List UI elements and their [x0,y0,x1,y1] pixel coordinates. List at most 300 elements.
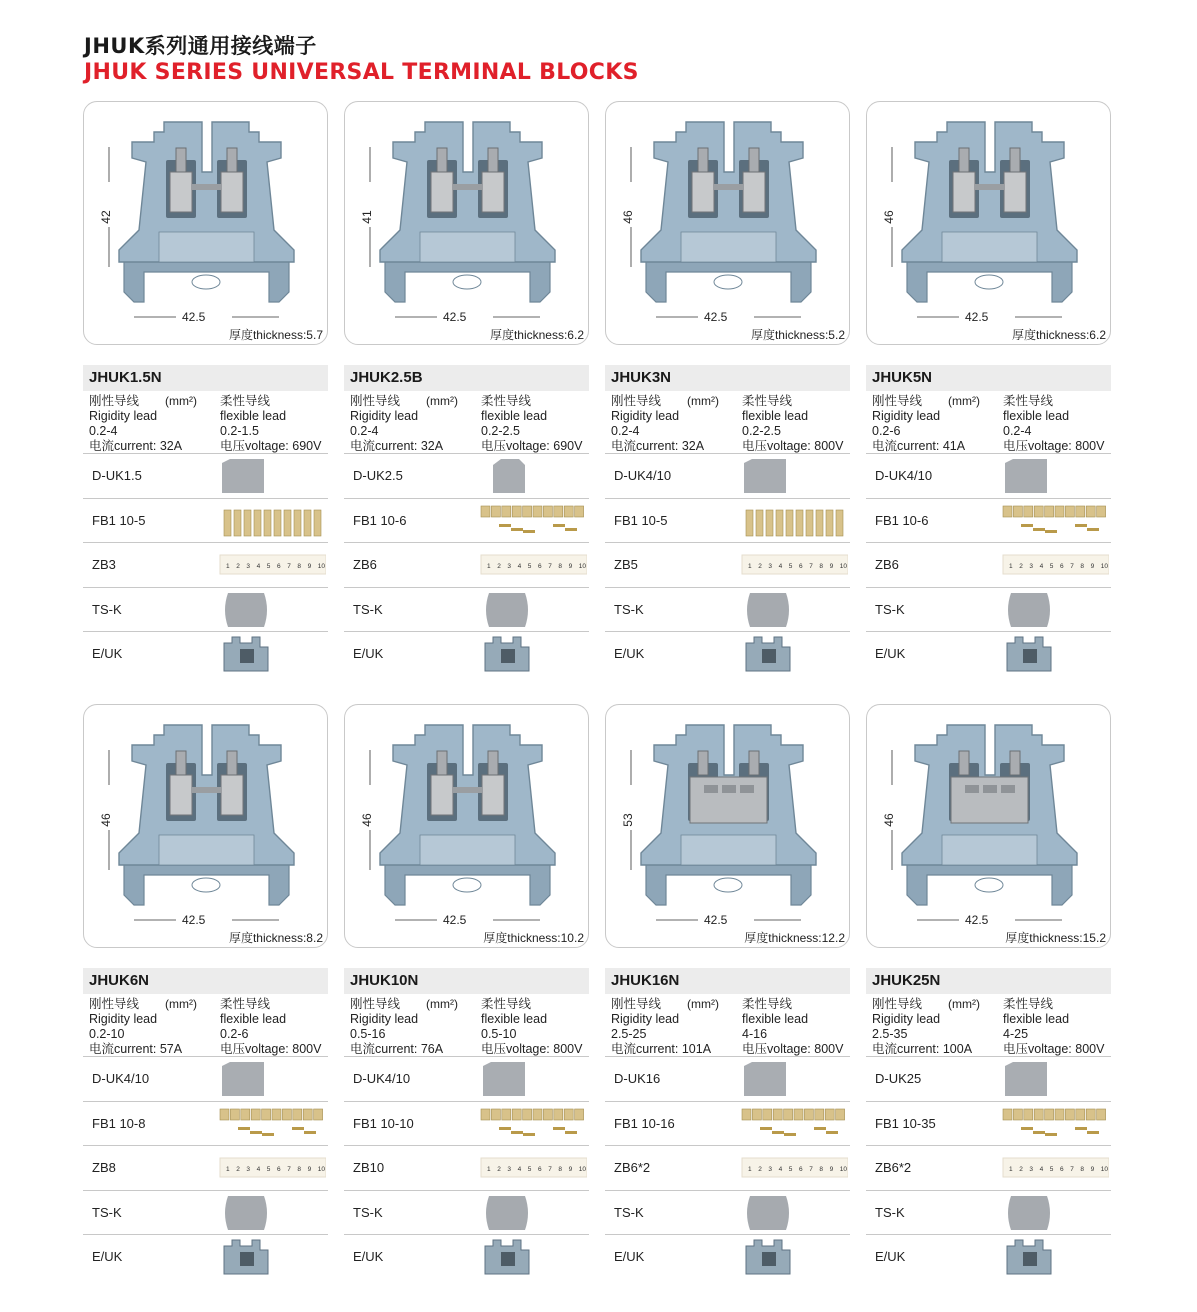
current-rating: 电流current: 32A [350,439,444,453]
marker-strip-icon [742,1158,848,1177]
width-dimension-label: 42.5 [965,913,989,927]
flexible-lead-label-en: flexible lead [481,409,548,423]
voltage-rating: 电压voltage: 800V [742,1042,844,1056]
wire-specs [866,391,1111,453]
height-dimension-label: 46 [621,210,635,224]
marker-strip-icon [220,555,326,574]
marker-number: 2 [497,1166,501,1173]
marker-number: 1 [748,563,752,570]
height-dimension-label: 46 [882,210,896,224]
rigid-lead-label-cn: 刚性导线 [350,394,401,408]
rigid-lead-label-cn: 刚性导线 [872,394,923,408]
marker-number: 1 [487,1166,491,1173]
accessory-name: E/UK [614,1249,645,1264]
accessory-row [866,1190,1111,1235]
rigid-lead-label-en: Rigidity lead [611,409,680,423]
flexible-lead-label-en: flexible lead [1003,1012,1070,1026]
product-photo-frame [605,101,850,345]
accessory-name: FB1 10-8 [92,1115,146,1131]
spec-table [344,968,589,1279]
accessory-row [866,498,1111,543]
marker-number: 9 [307,563,312,570]
accessory-row [344,1145,589,1190]
accessory-name: D-UK4/10 [353,1071,411,1086]
marker-number: 10 [317,1166,326,1173]
marker-number: 4 [1039,563,1044,570]
end-bracket-icon [224,637,268,671]
unit-label: (mm²) [687,394,719,408]
jumper-bridge-icon [1003,1109,1106,1136]
accessory-name: FB1 10-5 [614,512,668,528]
flexible-lead-column [481,997,582,1057]
jumper-bridge-icon [481,506,584,533]
product-photo-frame [83,704,328,948]
model-name: JHUK2.5B [344,365,589,391]
flexible-lead-column [1003,997,1104,1057]
height-dimension-label: 53 [621,813,635,827]
marker-number: 8 [819,1166,824,1173]
marker-number: 5 [1049,563,1054,570]
marker-number: 7 [1070,563,1074,570]
accessory-row [605,453,850,498]
accessory-name: FB1 10-5 [92,512,146,528]
accessory-row [83,631,328,676]
unit-label: (mm²) [165,394,197,408]
jumper-bridge-icon [481,1109,584,1136]
marker-number: 3 [507,563,512,570]
accessory-name: D-UK1.5 [92,468,142,483]
accessory-row [83,542,328,587]
marker-number: 6 [538,1166,542,1173]
accessory-row [605,1190,850,1235]
accessory-name: ZB6*2 [614,1160,651,1175]
rigid-lead-range: 0.5-16 [350,1027,386,1041]
marker-strip-icon [481,555,587,574]
end-stop-icon [225,593,267,627]
accessory-name: E/UK [875,1249,906,1264]
height-dimension-label: 46 [99,813,113,827]
spec-table [83,968,328,1279]
marker-number: 6 [1060,1166,1064,1173]
accessory-row [605,1234,850,1279]
marker-number: 6 [799,563,803,570]
accessory-row [866,631,1111,676]
spec-table [344,365,589,676]
rigid-lead-label-cn: 刚性导线 [872,997,923,1011]
accessory-row [83,587,328,632]
terminal-block-illustration [380,122,555,302]
rigid-lead-range: 0.2-10 [89,1027,125,1041]
product-photo-frame [866,704,1111,948]
marker-number: 10 [1100,1166,1109,1173]
marker-number: 1 [1009,563,1013,570]
flexible-lead-label-cn: 柔性导线 [481,394,532,408]
accessory-name: ZB6 [353,557,377,572]
height-dimension-label: 41 [360,210,374,224]
marker-number: 1 [1009,1166,1013,1173]
marker-number: 6 [277,563,281,570]
marker-number: 10 [839,563,848,570]
accessory-row [605,587,850,632]
accessory-row [344,498,589,543]
wire-specs [605,391,850,453]
flexible-lead-range: 4-25 [1003,1027,1029,1041]
marker-number: 10 [578,1166,587,1173]
end-stop-icon [1008,593,1050,627]
accessory-name: TS-K [92,1204,122,1220]
accessory-name: D-UK4/10 [92,1071,150,1086]
end-bracket-icon [746,637,790,671]
marker-number: 5 [1049,1166,1054,1173]
marker-number: 3 [1029,1166,1034,1173]
voltage-rating: 电压voltage: 800V [1003,439,1105,453]
marker-number: 4 [256,563,261,570]
marker-number: 3 [246,563,251,570]
marker-number: 2 [236,1166,240,1173]
marker-number: 8 [558,1166,563,1173]
page-title-cn: JHUK系列通用接线端子 [84,34,317,58]
marker-number: 2 [758,563,762,570]
spec-table [866,365,1111,676]
marker-strip-icon [1003,1158,1109,1177]
model-name: JHUK6N [83,968,328,994]
accessory-row [83,453,328,498]
end-stop-icon [486,593,528,627]
width-dimension-label: 42.5 [443,913,467,927]
cover-plate-icon [222,1062,264,1096]
rigid-lead-range: 0.2-4 [89,424,118,438]
accessory-row [83,1101,328,1146]
marker-number: 4 [778,563,783,570]
current-rating: 电流current: 32A [611,439,705,453]
flexible-lead-column [742,394,843,454]
cover-plate-icon [744,1062,786,1096]
marker-number: 8 [819,563,824,570]
height-dimension-label: 46 [882,813,896,827]
thickness-label: 厚度thickness:8.2 [228,931,323,945]
accessory-row [83,1145,328,1190]
accessory-name: TS-K [92,601,122,617]
flexible-lead-range: 0.2-4 [1003,424,1032,438]
terminal-block-illustration [902,725,1077,905]
flexible-lead-label-cn: 柔性导线 [220,997,271,1011]
accessory-row [866,1101,1111,1146]
flexible-lead-label-cn: 柔性导线 [742,394,793,408]
flexible-lead-label-en: flexible lead [742,409,809,423]
marker-number: 9 [568,1166,573,1173]
terminal-block-illustration [902,122,1077,302]
accessory-row [605,631,850,676]
accessory-row [605,498,850,543]
marker-number: 3 [768,1166,773,1173]
flexible-lead-column [1003,394,1104,454]
accessory-row [866,1234,1111,1279]
marker-number: 1 [487,563,491,570]
flexible-lead-label-en: flexible lead [742,1012,809,1026]
marker-number: 3 [507,1166,512,1173]
flexible-lead-range: 4-16 [742,1027,768,1041]
flexible-lead-column [742,997,843,1057]
wire-specs [83,391,328,453]
thickness-label: 厚度thickness:12.2 [744,931,845,945]
rigid-lead-label-en: Rigidity lead [89,1012,158,1026]
thickness-label: 厚度thickness:10.2 [483,931,584,945]
unit-label: (mm²) [426,394,458,408]
accessory-row [605,1145,850,1190]
accessory-name: ZB6*2 [875,1160,912,1175]
unit-label: (mm²) [948,997,980,1011]
end-bracket-icon [1007,637,1051,671]
flexible-lead-column [481,394,582,454]
accessory-name: TS-K [353,1204,383,1220]
product-photo-frame [605,704,850,948]
marker-number: 1 [226,1166,230,1173]
product-photo-frame [83,101,328,345]
flexible-lead-label-en: flexible lead [220,1012,287,1026]
wire-specs [605,994,850,1056]
marker-strip-icon [481,1158,587,1177]
width-dimension-label: 42.5 [182,913,206,927]
marker-number: 2 [1019,1166,1023,1173]
marker-number: 5 [527,1166,532,1173]
thickness-label: 厚度thickness:6.2 [489,328,584,342]
accessory-name: E/UK [875,646,906,661]
flexible-lead-range: 0.2-6 [220,1027,249,1041]
marker-number: 1 [226,563,230,570]
marker-number: 4 [517,1166,522,1173]
accessory-row [344,1234,589,1279]
terminal-block-illustration [119,725,294,905]
marker-number: 2 [758,1166,762,1173]
unit-label: (mm²) [948,394,980,408]
wire-specs [344,391,589,453]
thickness-label: 厚度thickness:6.2 [1011,328,1106,342]
accessory-name: TS-K [875,1204,905,1220]
marker-number: 6 [538,563,542,570]
model-name: JHUK16N [605,968,850,994]
model-name: JHUK10N [344,968,589,994]
cover-plate-icon [222,459,264,493]
marker-number: 5 [788,563,793,570]
marker-number: 5 [527,563,532,570]
jumper-bridge-icon [746,510,843,536]
end-bracket-icon [746,1240,790,1274]
spec-table [866,968,1111,1279]
accessory-row [866,1145,1111,1190]
marker-strip-icon [220,1158,326,1177]
current-rating: 电流current: 57A [89,1042,183,1056]
marker-number: 10 [839,1166,848,1173]
flexible-lead-range: 0.2-2.5 [742,424,781,438]
flexible-lead-label-cn: 柔性导线 [220,394,271,408]
accessory-row [866,587,1111,632]
marker-number: 7 [809,563,813,570]
accessory-row [344,1190,589,1235]
width-dimension-label: 42.5 [443,310,467,324]
marker-number: 8 [1080,563,1085,570]
accessory-row [344,453,589,498]
accessory-row [83,1190,328,1235]
end-stop-icon [1008,1196,1050,1230]
accessory-row [866,542,1111,587]
rigid-lead-range: 2.5-35 [872,1027,908,1041]
marker-number: 4 [1039,1166,1044,1173]
flexible-lead-label-cn: 柔性导线 [481,997,532,1011]
marker-number: 7 [1070,1166,1074,1173]
voltage-rating: 电压voltage: 800V [742,439,844,453]
accessory-name: D-UK25 [875,1071,922,1086]
accessory-name: FB1 10-35 [875,1115,936,1131]
marker-number: 8 [297,1166,302,1173]
rigid-lead-label-cn: 刚性导线 [611,394,662,408]
voltage-rating: 电压voltage: 690V [220,439,322,453]
marker-number: 4 [778,1166,783,1173]
terminal-block-illustration [641,725,816,905]
wire-specs [344,994,589,1056]
marker-strip-icon [1003,555,1109,574]
jumper-bridge-icon [1003,506,1106,533]
terminal-block-illustration [641,122,816,302]
marker-number: 9 [1090,563,1095,570]
cover-plate-icon [1005,459,1047,493]
rigid-lead-label-en: Rigidity lead [872,409,941,423]
accessory-row [605,1101,850,1146]
height-dimension-label: 42 [99,210,113,224]
jumper-bridge-icon [224,510,321,536]
thickness-label: 厚度thickness:5.2 [750,328,845,342]
marker-number: 9 [829,1166,834,1173]
voltage-rating: 电压voltage: 800V [1003,1042,1105,1056]
end-bracket-icon [224,1240,268,1274]
spec-table [83,365,328,676]
cover-plate-icon [493,459,525,493]
unit-label: (mm²) [687,997,719,1011]
accessory-row [344,1101,589,1146]
marker-number: 4 [517,563,522,570]
accessory-name: E/UK [92,646,123,661]
marker-number: 8 [297,563,302,570]
accessory-name: D-UK4/10 [614,468,672,483]
accessory-row [605,542,850,587]
rigid-lead-label-en: Rigidity lead [350,1012,419,1026]
flexible-lead-label-cn: 柔性导线 [742,997,793,1011]
flexible-lead-label-en: flexible lead [220,409,287,423]
voltage-rating: 电压voltage: 800V [220,1042,322,1056]
terminal-block-illustration [119,122,294,302]
flexible-lead-column [220,394,321,454]
accessory-name: E/UK [353,1249,384,1264]
voltage-rating: 电压voltage: 690V [481,439,583,453]
accessory-name: TS-K [875,601,905,617]
accessory-row [344,587,589,632]
accessory-name: E/UK [614,646,645,661]
end-stop-icon [747,1196,789,1230]
marker-number: 5 [266,563,271,570]
accessory-row [83,498,328,543]
marker-number: 2 [1019,563,1023,570]
end-bracket-icon [1007,1240,1051,1274]
accessory-name: E/UK [353,646,384,661]
rigid-lead-label-cn: 刚性导线 [89,997,140,1011]
marker-number: 7 [287,1166,291,1173]
marker-number: 3 [768,563,773,570]
marker-number: 6 [1060,563,1064,570]
current-rating: 电流current: 101A [611,1042,712,1056]
width-dimension-label: 42.5 [182,310,206,324]
marker-number: 10 [317,563,326,570]
width-dimension-label: 42.5 [704,913,728,927]
product-photo-frame [344,101,589,345]
model-name: JHUK25N [866,968,1111,994]
current-rating: 电流current: 41A [872,439,966,453]
accessory-name: FB1 10-6 [353,512,407,528]
marker-number: 7 [287,563,291,570]
flexible-lead-label-en: flexible lead [481,1012,548,1026]
marker-number: 6 [799,1166,803,1173]
accessory-row [344,631,589,676]
rigid-lead-range: 0.2-4 [350,424,379,438]
flexible-lead-range: 0.2-2.5 [481,424,520,438]
accessory-row [83,1056,328,1101]
wire-specs [866,994,1111,1056]
marker-number: 8 [1080,1166,1085,1173]
voltage-rating: 电压voltage: 800V [481,1042,583,1056]
accessory-name: D-UK16 [614,1071,661,1086]
marker-number: 1 [748,1166,752,1173]
marker-number: 10 [1100,563,1109,570]
accessory-name: TS-K [614,601,644,617]
model-name: JHUK5N [866,365,1111,391]
end-bracket-icon [485,637,529,671]
end-stop-icon [486,1196,528,1230]
marker-number: 10 [578,563,587,570]
current-rating: 电流current: 100A [872,1042,973,1056]
accessory-name: ZB10 [353,1160,385,1175]
accessory-name: D-UK2.5 [353,468,403,483]
jumper-bridge-icon [220,1109,323,1136]
current-rating: 电流current: 32A [89,439,183,453]
marker-number: 9 [307,1166,312,1173]
rigid-lead-label-en: Rigidity lead [872,1012,941,1026]
accessory-name: TS-K [614,1204,644,1220]
flexible-lead-range: 0.5-10 [481,1027,517,1041]
marker-number: 9 [1090,1166,1095,1173]
rigid-lead-label-cn: 刚性导线 [350,997,401,1011]
product-photo-frame [344,704,589,948]
width-dimension-label: 42.5 [965,310,989,324]
end-stop-icon [747,593,789,627]
accessory-name: D-UK4/10 [875,468,933,483]
rigid-lead-label-cn: 刚性导线 [89,394,140,408]
marker-number: 9 [829,563,834,570]
marker-number: 4 [256,1166,261,1173]
rigid-lead-range: 0.2-6 [872,424,901,438]
accessory-row [866,453,1111,498]
accessory-row [605,1056,850,1101]
thickness-label: 厚度thickness:5.7 [228,328,323,342]
unit-label: (mm²) [165,997,197,1011]
marker-number: 7 [809,1166,813,1173]
end-stop-icon [225,1196,267,1230]
jumper-bridge-icon [742,1109,845,1136]
accessory-row [83,1234,328,1279]
marker-number: 7 [548,563,552,570]
spec-table [605,365,850,676]
marker-number: 5 [266,1166,271,1173]
rigid-lead-label-cn: 刚性导线 [611,997,662,1011]
current-rating: 电流current: 76A [350,1042,444,1056]
flexible-lead-range: 0.2-1.5 [220,424,259,438]
